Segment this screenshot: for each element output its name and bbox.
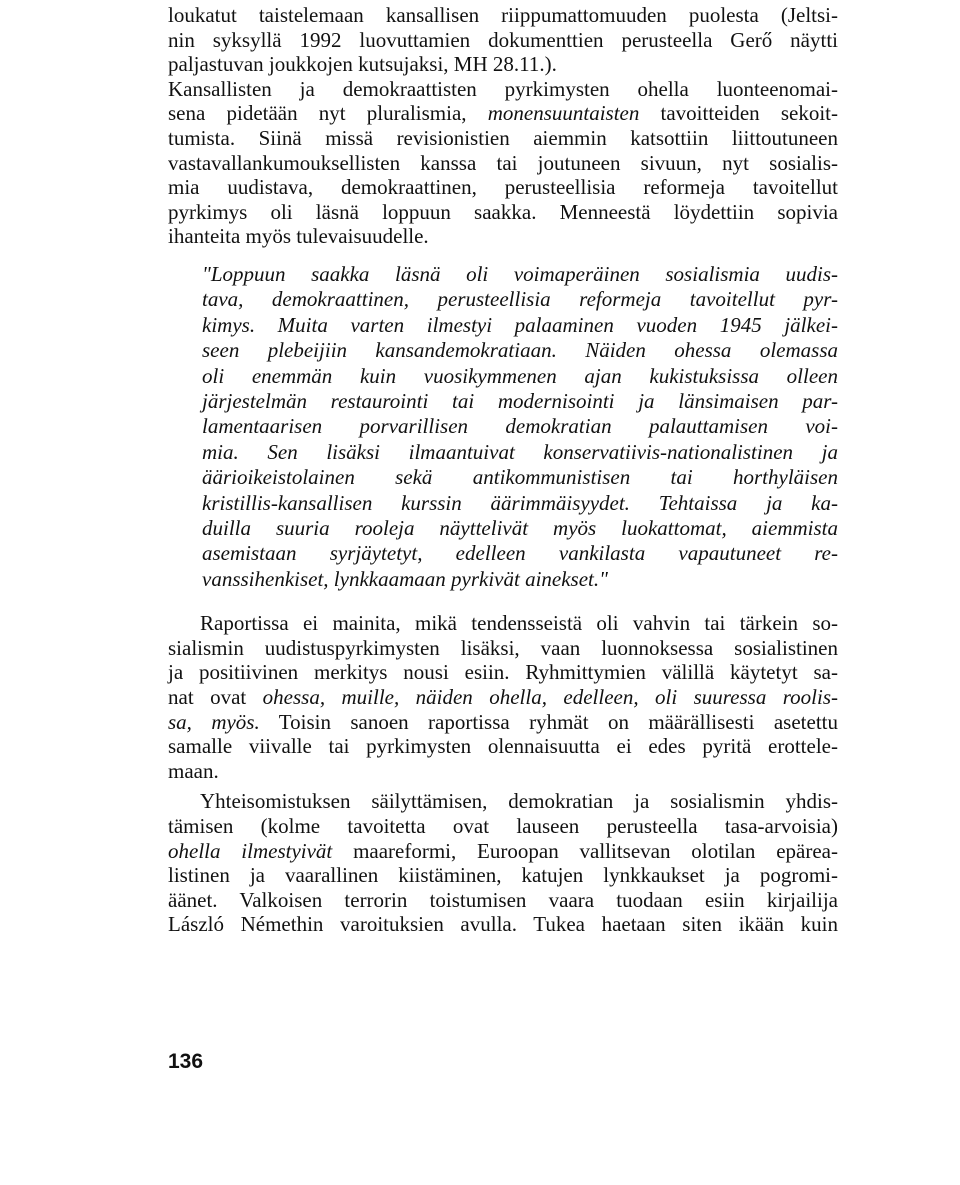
text-line: listinen ja vaarallinen kiistäminen, katujen lynkkaukset ja pogromi- (168, 863, 838, 888)
text-line: ja positiivinen merkitys nousi esiin. Ryhmittymien välillä käytetyt sa- (168, 660, 838, 685)
text-line: pyrkimys oli läsnä loppuun saakka. Menneestä löydettiin sopivia (168, 199, 838, 224)
text-line: sena pidetään nyt pluralismia, monensuuntaisten tavoitteiden sekoit- (168, 101, 838, 126)
text-line: loukatut taistelemaan kansallisen riippumattomuuden puolesta (Jeltsi- (168, 3, 838, 27)
text-line: äänet. Valkoisen terrorin toistumisen vaara tuodaan esiin kirjailija (168, 887, 838, 912)
quote-line: kristillis-kansallisen kurssin äärimmäisyydet. Tehtaissa ja ka- (202, 490, 838, 515)
quote-line: duilla suuria rooleja näyttelivät myös luokattomat, aiemmista (202, 516, 838, 540)
text-line: Kansallisten ja demokraattisten pyrkimysten ohella luonteenomai- (168, 76, 838, 101)
text-line: ohella ilmestyivät maareformi, Euroopan vallitsevan olotilan epärea- (168, 838, 838, 863)
page-body (168, 0, 838, 937)
text-line: paljastuvan joukkojen kutsujaksi, MH 28.11.). (168, 52, 557, 77)
quote-line: järjestelmän restaurointi tai modernisointi ja länsimaisen par- (202, 388, 838, 413)
block-quote (202, 262, 838, 592)
text-line: tämisen (kolme tavoitetta ovat lauseen perusteella tasa-arvoisia) (168, 813, 838, 838)
paragraph-3 (168, 789, 838, 937)
quote-line: "Loppuun saakka läsnä oli voimaperäinen sosialismia uudis- (202, 261, 838, 286)
text-line: ihanteita myös tulevaisuudelle. (168, 224, 429, 249)
text-line: sialismin uudistuspyrkimysten lisäksi, vaan luonnoksessa sosialistinen (168, 635, 838, 660)
text-line: mia uudistava, demokraattinen, perusteellisia reformeja tavoitellut (168, 175, 838, 200)
quote-line: äärioikeistolainen sekä antikommunistisen tai horthyläisen (202, 465, 838, 490)
quote-line: mia. Sen lisäksi ilmaantuivat konservatiivis-nationalistinen ja (202, 439, 838, 464)
quote-line: oli enemmän kuin vuosikymmenen ajan kukistuksissa olleen (202, 363, 838, 388)
paragraph-2 (168, 611, 838, 783)
text-line: nat ovat ohessa, muille, näiden ohella, edelleen, oli suuressa roolis- (168, 685, 838, 709)
quote-line: asemistaan syrjäytetyt, edelleen vankilasta vapautuneet re- (202, 541, 838, 566)
text-line: Raportissa ei mainita, mikä tendensseistä oli vahvin tai tärkein so- (200, 611, 838, 636)
text-line: nin syksyllä 1992 luovuttamien dokumenttien perusteella Gerő näytti (168, 27, 838, 52)
quote-line: vanssihenkiset, lynkkaamaan pyrkivät ainekset." (202, 566, 608, 591)
text-line: samalle viivalle tai pyrkimysten olennaisuutta ei edes pyritä erottele- (168, 734, 838, 759)
quote-line: tava, demokraattinen, perusteellisia reformeja tavoitellut pyr- (202, 287, 838, 312)
text-line: maan. (168, 758, 219, 783)
text-line: László Némethin varoituksien avulla. Tukea haetaan siten ikään kuin (168, 912, 838, 937)
text-line: vastavallankumouksellisten kanssa tai joutuneen sivuun, nyt sosialis- (168, 150, 838, 175)
intro-paragraph (168, 3, 838, 249)
quote-line: lamentaarisen porvarillisen demokratian palauttamisen voi- (202, 414, 838, 439)
quote-line: kimys. Muita varten ilmestyi palaaminen vuoden 1945 jälkei- (202, 312, 838, 337)
text-line: tumista. Siinä missä revisionistien aiemmin katsottiin liittoutuneen (168, 125, 838, 150)
quote-line: seen plebeijiin kansandemokratiaan. Näiden ohessa olemassa (202, 338, 838, 363)
text-line: Yhteisomistuksen säilyttämisen, demokratian ja sosialismin yhdis- (200, 789, 838, 814)
text-line: sa, myös. Toisin sanoen raportissa ryhmät on määrällisesti asetettu (168, 709, 838, 734)
page-number: 136 (168, 1050, 204, 1073)
